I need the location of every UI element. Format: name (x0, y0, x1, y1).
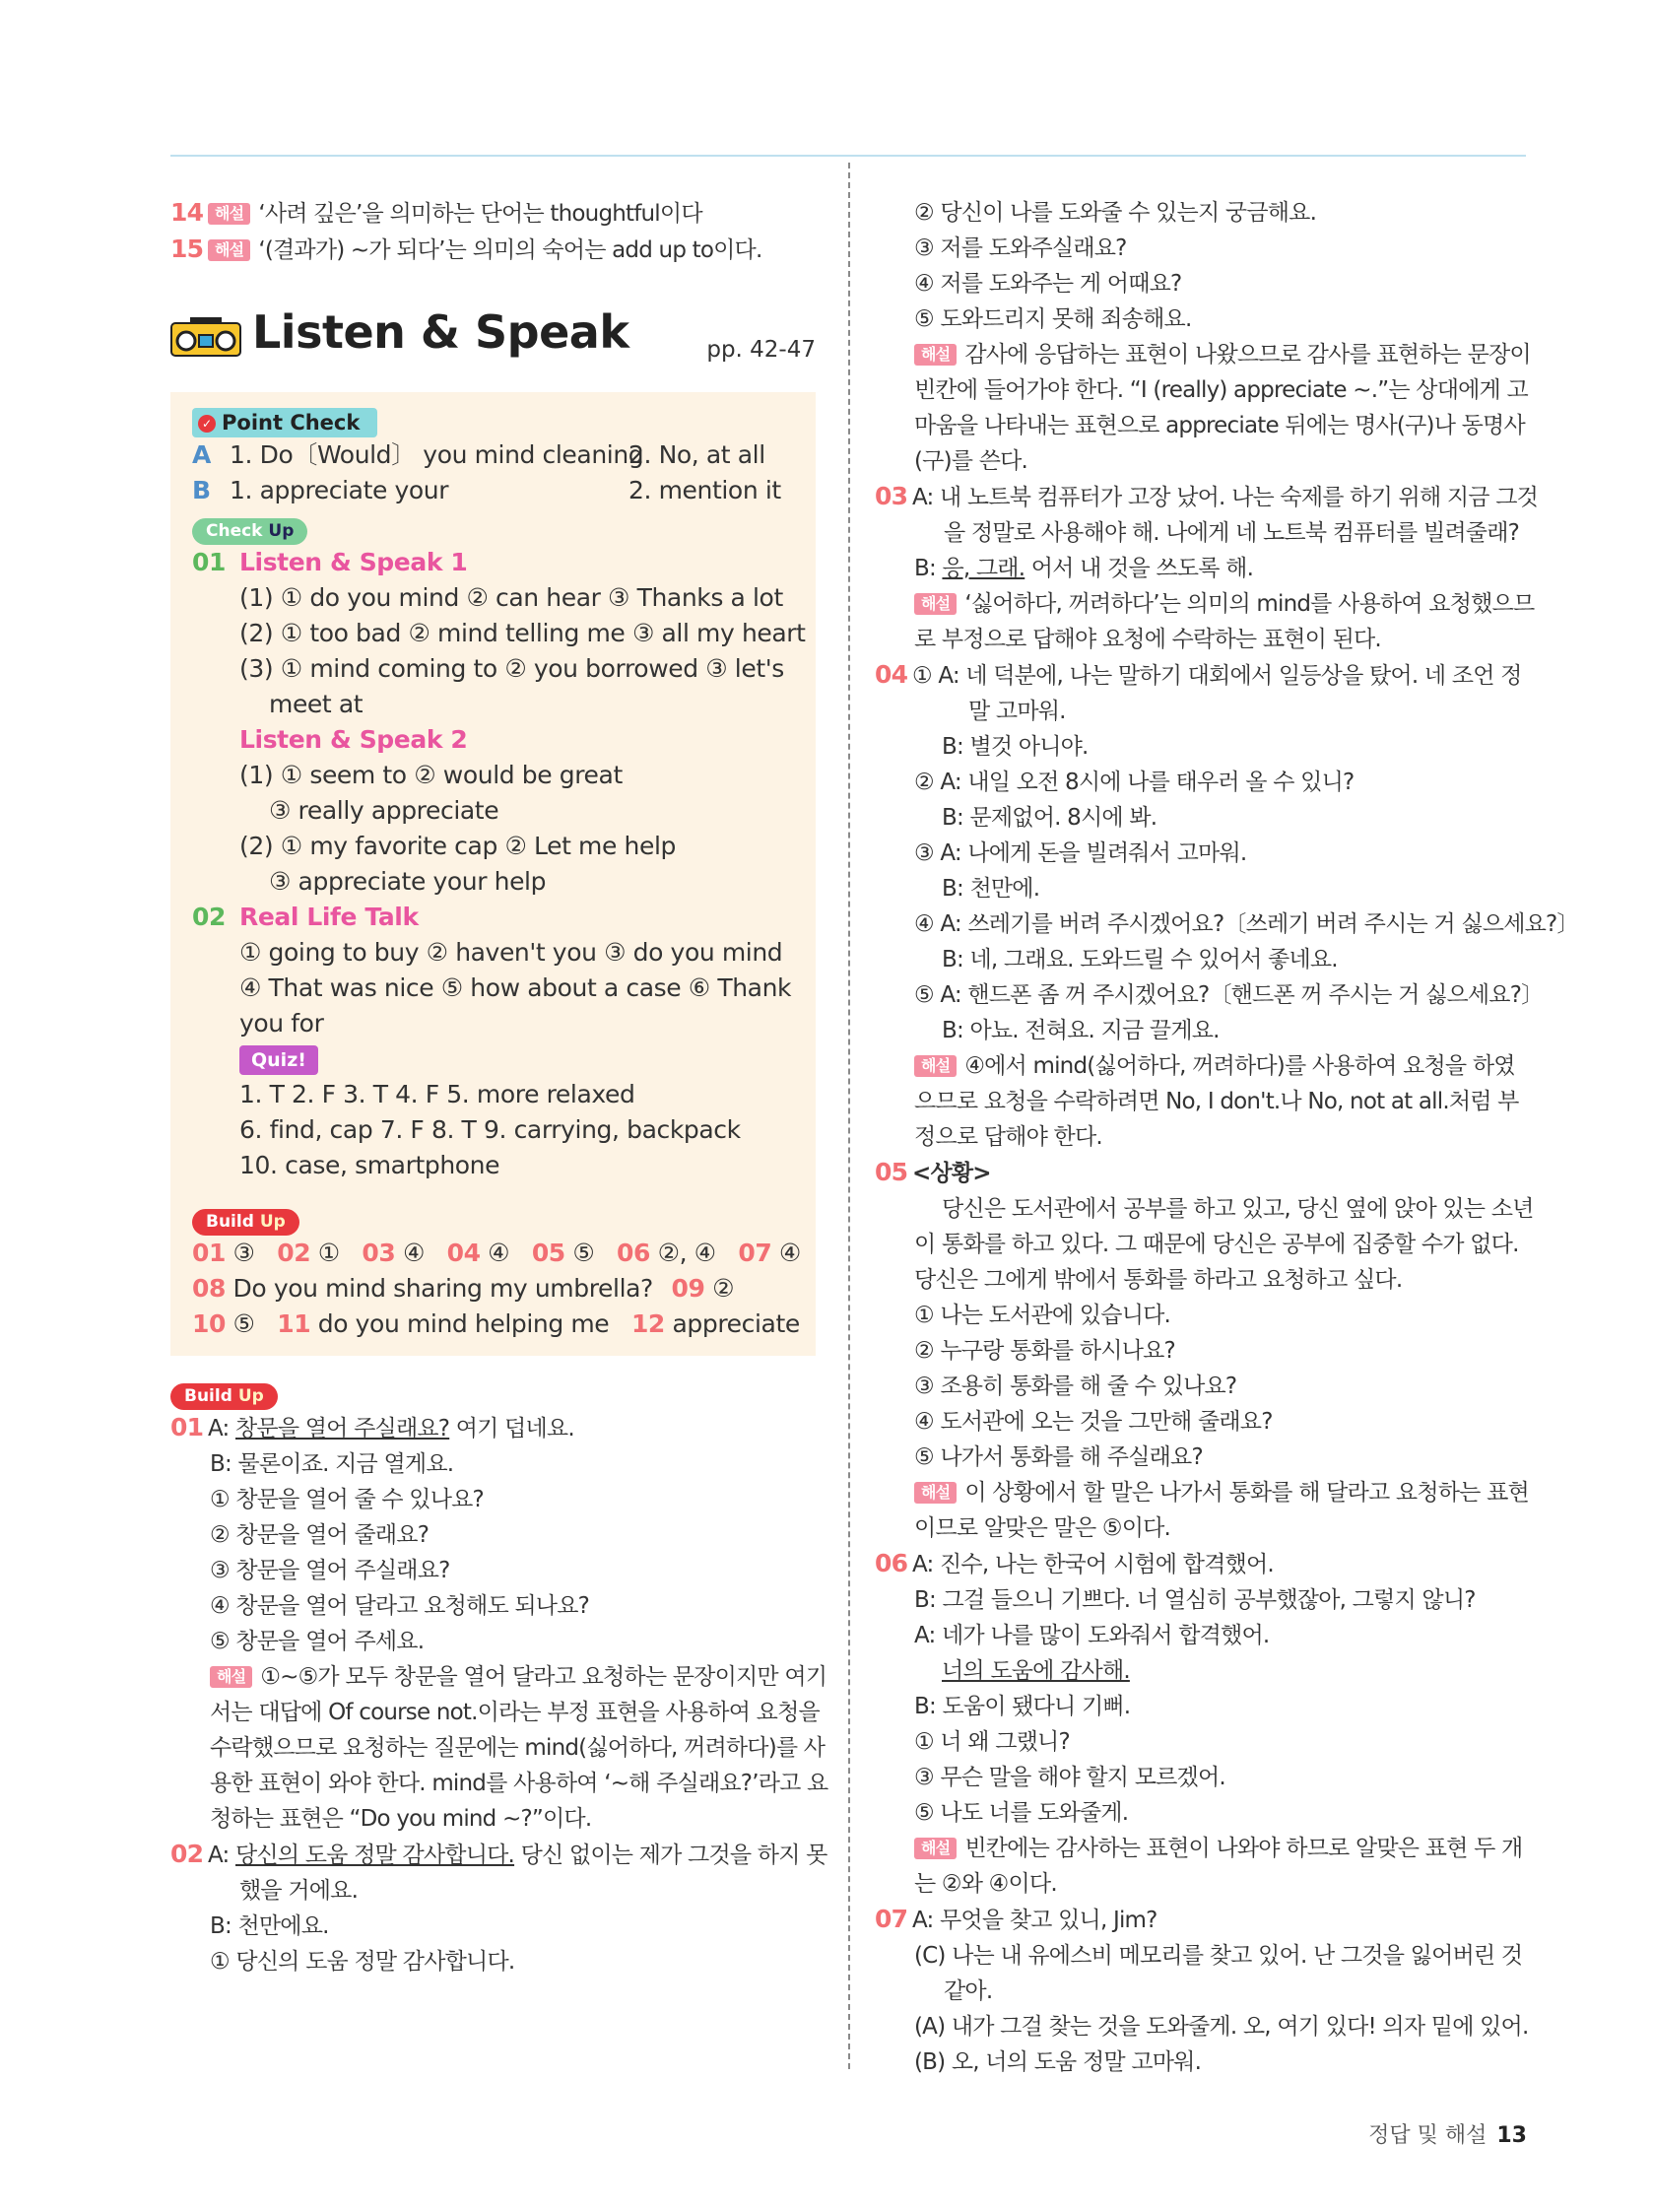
dialog-line: B: 네, 그래요. 도와드릴 수 있어서 좋네요. (942, 947, 1338, 972)
dialog-line: ④ A: 쓰레기를 버려 주시겠어요?〔쓰레기 버려 주시는 거 싫으세요?〕 (914, 911, 1579, 937)
explain-03: 03 A: 내 노트북 컴퓨터가 고장 났어. 나는 숙제를 하기 위해 지금 그것 (875, 482, 1539, 510)
page-footer (1368, 2118, 1527, 2149)
explanation-line: 빈칸에 들어가야 한다. “I (really) appreciate ~.”는 상대에게 고 (914, 377, 1528, 403)
option: ① 창문을 열어 줄 수 있나요? (210, 1487, 484, 1512)
dialog-line: (B) 오, 너의 도움 정말 고마워. (914, 2049, 1202, 2075)
point-check-label: Point Check (222, 411, 361, 435)
option: ① 나는 도서관에 있습니다. (914, 1303, 1171, 1328)
right-column (875, 195, 1579, 2080)
dialog-line: (A) 내가 그걸 찾는 것을 도와줄게. 오, 여기 있다! 의자 밑에 있어. (914, 2014, 1529, 2040)
option: ③ 저를 도와주실래요? (914, 235, 1127, 261)
explanation-line: 는 ②와 ④이다. (914, 1871, 1057, 1897)
build-up-badge: Build Up (170, 1383, 278, 1410)
subsection-title: Real Life Talk (239, 903, 419, 931)
column-divider (848, 163, 850, 2069)
check-up-badge: Check Up (192, 518, 307, 545)
option: ⑤ 창문을 열어 주세요. (210, 1629, 425, 1654)
situation-line: 당신은 도서관에서 공부를 하고 있고, 당신 옆에 앉아 있는 소년 (942, 1196, 1534, 1222)
quiz-line: 6. find, cap 7. F 8. T 9. carrying, backpack (239, 1115, 741, 1144)
dialog-line: B: 응, 그래. 어서 내 것을 쓰도록 해. (914, 556, 1254, 581)
build-up-badge: Build Up (192, 1209, 299, 1236)
explanation-text: ‘사려 깊은’을 의미하는 단어는 thoughtful이다 (258, 201, 702, 227)
real-life-line: you for (239, 1009, 324, 1038)
section-title: Listen & Speak (252, 305, 629, 359)
build-up-badge-row (192, 1209, 794, 1236)
row-label: B (192, 476, 211, 504)
answer-15 (170, 232, 816, 268)
ls1-line: (2) ① too bad ② mind telling me ③ all my heart (239, 619, 806, 647)
dialog-line: B: 별것 아니야. (942, 734, 1089, 760)
dialog-line: B: 아뇨. 전혀요. 지금 끌게요. (942, 1018, 1220, 1043)
option: ② 당신이 나를 도와줄 수 있는지 궁금해요. (914, 200, 1317, 226)
ls1-line: (3) ① mind coming to ② you borrowed ③ let's (239, 654, 784, 683)
page-range: pp. 42-47 (706, 337, 816, 363)
explanation-line: 이므로 알맞은 말은 ⑤이다. (914, 1515, 1171, 1541)
dialog-line: B: 천만에. (942, 876, 1040, 902)
explanation-line: 수락했으므로 요청하는 질문에는 mind(싫어하다, 꺼려하다)를 사 (210, 1735, 826, 1761)
ls2-line: ③ appreciate your help (269, 867, 547, 896)
question-number: 15 (170, 235, 204, 263)
footer-label: 정답 및 해설 (1368, 2123, 1488, 2148)
dialog-line: B: 물론이죠. 지금 열게요. (210, 1451, 454, 1477)
build-up-row-2: 08 Do you mind sharing my umbrella? 09 ② (192, 1274, 735, 1303)
check-up-badge-row (192, 518, 794, 545)
explanation-line: 용한 표현이 와야 한다. mind를 사용하여 ‘~해 주실래요?’라고 요 (210, 1771, 828, 1796)
dialog-line: 했을 거에요. (239, 1878, 359, 1904)
option: ⑤ 나도 너를 도와줄게. (914, 1800, 1129, 1826)
ls2-line: ③ really appreciate (269, 796, 499, 825)
option: ③ 창문을 열어 주실래요? (210, 1558, 450, 1583)
option: ③ 무슨 말을 해야 할지 모르겠어. (914, 1765, 1225, 1790)
dialog-line: 을 정말로 사용해야 해. 나에게 네 노트북 컴퓨터를 빌려줄래? (944, 520, 1520, 546)
dialog-line: 너의 도움에 감사해. (942, 1658, 1130, 1684)
answer: 1. Do〔Would〕 you mind cleaning (230, 440, 644, 469)
point-check-a (192, 437, 794, 473)
option: ④ 도서관에 오는 것을 그만해 줄래요? (914, 1409, 1273, 1435)
quiz-badge-row (192, 1045, 794, 1075)
page-number: 13 (1496, 2123, 1527, 2148)
dialog-line: ③ A: 나에게 돈을 빌려줘서 고마워. (914, 840, 1247, 866)
dialog-line: 말 고마워. (968, 699, 1066, 724)
explanation-tag: 해설 (208, 239, 250, 261)
explain-04: 04 ① A: 네 덕분에, 나는 말하기 대회에서 일등상을 탔어. 네 조언 정 (875, 660, 1522, 689)
explain-02: 02 A: 당신의 도움 정말 감사합니다. 당신 없이는 제가 그것을 하지 못 (170, 1840, 827, 1868)
option: ③ 조용히 통화를 해 줄 수 있나요? (914, 1374, 1237, 1399)
build-up-explain-badge-row (170, 1383, 816, 1410)
option: ② 누구랑 통화를 하시나요? (914, 1338, 1175, 1364)
quiz-line: 1. T 2. F 3. T 4. F 5. more relaxed (239, 1080, 635, 1108)
explanation-line: 서는 대답에 Of course not.이라는 부정 표현을 사용하여 요청을 (210, 1700, 820, 1725)
real-life-line: ④ That was nice ⑤ how about a case ⑥ Thank (239, 973, 792, 1002)
explanation: 해설 ‘싫어하다, 꺼려하다’는 의미의 mind를 사용하여 요청했으므 (875, 586, 1530, 622)
explanation-line: (구)를 쓴다. (914, 448, 1028, 474)
situation-line: 이 통화를 하고 있다. 그 때문에 당신은 공부에 집중할 수가 없다. (914, 1232, 1519, 1257)
dialog-line: B: 도움이 됐다니 기뻐. (914, 1694, 1131, 1719)
dialog-line: ⑤ A: 핸드폰 좀 꺼 주시겠어요?〔핸드폰 꺼 주시는 거 싫으세요?〕 (914, 982, 1544, 1008)
item-number: 01 (192, 548, 226, 576)
dialog-line: (C) 나는 내 유에스비 메모리를 찾고 있어. 난 그것을 잃어버린 것 (914, 1943, 1523, 1969)
explanation-line: 청하는 표현은 “Do you mind ~?”이다. (210, 1806, 592, 1832)
option: ④ 저를 도와주는 게 어때요? (914, 271, 1182, 297)
explanation-text: ‘(결과가) ~가 되다’는 의미의 숙어는 add up to이다. (258, 237, 762, 263)
explanation-tag: 해설 (208, 203, 250, 225)
dialog-line: 같아. (944, 1978, 993, 2004)
explanation: 해설 이 상황에서 할 말은 나가서 통화를 해 달라고 요청하는 표현 (875, 1475, 1530, 1510)
explanation: 해설 빈칸에는 감사하는 표현이 나와야 하므로 알맞은 표현 두 개 (875, 1831, 1530, 1866)
dialog-line: A: 네가 나를 많이 도와줘서 합격했어. (914, 1623, 1270, 1648)
point-check-b (192, 473, 794, 508)
check-up-02-heading (192, 900, 794, 935)
explanation-line: 로 부정으로 답해야 요청에 수락하는 표현이 된다. (914, 627, 1381, 652)
option: ① 당신의 도움 정말 감사합니다. (210, 1949, 515, 1975)
dialog-line: B: 그걸 들으니 기쁘다. 너 열심히 공부했잖아, 그렇지 않니? (914, 1587, 1476, 1613)
dialog-line: B: 문제없어. 8시에 봐. (942, 805, 1157, 831)
subsection-title: Listen & Speak 2 (239, 725, 468, 754)
top-rule (170, 155, 1526, 157)
answer: 2. mention it (628, 476, 781, 504)
explanation: 해설 ④에서 mind(싫어하다, 꺼려하다)를 사용하여 요청을 하였 (875, 1048, 1530, 1084)
explanation: 해설 ①~⑤가 모두 창문을 열어 달라고 요청하는 문장이지만 여기 (170, 1659, 816, 1695)
dialog-line: B: 천만에요. (210, 1913, 329, 1939)
option: ② 창문을 열어 줄래요? (210, 1522, 430, 1548)
answer-14 (170, 195, 816, 232)
option: ⑤ 나가서 통화를 해 주실래요? (914, 1444, 1203, 1470)
left-column (170, 195, 828, 1979)
check-icon: ✓ (198, 415, 216, 433)
question-number: 14 (170, 198, 204, 227)
radio-icon (170, 317, 241, 357)
answer-panel (170, 392, 816, 1356)
option: ④ 창문을 열어 달라고 요청해도 되나요? (210, 1593, 590, 1619)
explain-05: 05 <상황> (875, 1158, 991, 1186)
quiz-line: 10. case, smartphone (239, 1151, 500, 1179)
section-header (170, 278, 816, 388)
dialog-line: ② A: 내일 오전 8시에 나를 태우러 올 수 있니? (914, 770, 1355, 795)
explain-06: 06 A: 진수, 나는 한국어 시험에 합격했어. (875, 1549, 1274, 1577)
item-number: 02 (192, 903, 226, 931)
explain-07: 07 A: 무엇을 찾고 있니, Jim? (875, 1905, 1157, 1933)
build-up-row-1: 01 ③ 02 ① 03 ④ 04 ④ 05 ⑤ 06 ②, ④ 07 ④ (192, 1239, 801, 1267)
row-label: A (192, 440, 211, 469)
subsection-title: Listen & Speak 1 (239, 548, 468, 576)
real-life-line: ① going to buy ② haven't you ③ do you mind (239, 938, 783, 967)
check-up-01-heading (192, 545, 794, 580)
explanation-line: 으므로 요청을 수락하려면 No, I don't.나 No, not at all.처럼 부 (914, 1089, 1519, 1114)
point-check-badge (192, 408, 377, 437)
explanation-line: 마움을 나타내는 표현으로 appreciate 뒤에는 명사(구)나 동명사 (914, 413, 1525, 438)
explanation-line: 정으로 답해야 한다. (914, 1124, 1102, 1150)
explanation: 해설 감사에 응답하는 표현이 나왔으므로 감사를 표현하는 문장이 (875, 337, 1530, 372)
quiz-badge: Quiz! (239, 1045, 318, 1075)
ls2-heading (192, 722, 794, 758)
option: ① 너 왜 그랬니? (914, 1729, 1070, 1755)
ls1-line: meet at (269, 690, 364, 718)
build-up-row-3: 10 ⑤ 11 do you mind helping me 12 appreciate (192, 1309, 800, 1338)
ls1-line: (1) ① do you mind ② can hear ③ Thanks a lot (239, 583, 783, 612)
answer: 2. No, at all (628, 440, 765, 469)
option: ⑤ 도와드리지 못해 죄송해요. (914, 306, 1192, 332)
explain-01: 01 A: 창문을 열어 주실래요? 여기 덥네요. (170, 1413, 574, 1441)
ls2-line: (2) ① my favorite cap ② Let me help (239, 832, 676, 860)
answer: 1. appreciate your (230, 476, 449, 504)
situation-line: 당신은 그에게 밖에서 통화를 하라고 요청하고 싶다. (914, 1267, 1403, 1293)
ls2-line: (1) ① seem to ② would be great (239, 761, 623, 789)
